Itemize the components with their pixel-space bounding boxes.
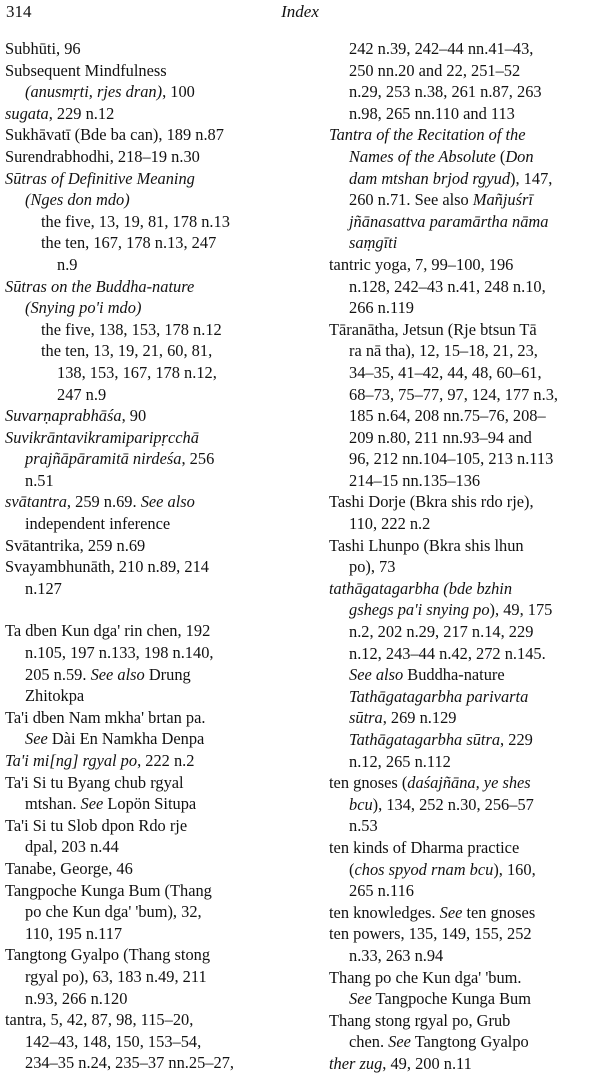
index-text: , 256 xyxy=(181,449,215,469)
index-line xyxy=(5,211,301,233)
index-text: See also xyxy=(140,492,195,512)
index-text: prajñāpāramitā nirdeśa xyxy=(25,449,182,469)
index-line xyxy=(329,621,600,643)
index-text: ), 147, xyxy=(510,168,553,188)
index-line xyxy=(5,815,301,837)
index-text: tantra, 5, 42, 87, 98, 115–20, xyxy=(5,1010,194,1030)
index-line xyxy=(329,643,600,665)
index-text: 266 n.119 xyxy=(349,298,414,318)
index-text: n.12, 265 n.112 xyxy=(349,751,451,771)
index-text: See also xyxy=(90,664,145,684)
index-line xyxy=(5,319,301,341)
index-text: ( xyxy=(495,146,506,166)
index-line xyxy=(329,923,600,945)
index-text: 185 n.64, 208 nn.75–76, 208– xyxy=(349,406,546,426)
index-line xyxy=(5,707,301,729)
index-text: Surendrabhodhi, 218–19 n.30 xyxy=(5,146,200,166)
index-line xyxy=(5,923,301,945)
index-text: ), 160, xyxy=(493,859,536,879)
index-line xyxy=(5,793,301,815)
index-line xyxy=(329,1053,600,1075)
index-line xyxy=(329,686,600,708)
index-text: 214–15 nn.135–136 xyxy=(349,470,481,490)
index-text: the ten, 167, 178 n.13, 247 xyxy=(41,233,217,253)
index-text: See xyxy=(80,794,104,814)
index-text: ten knowledges. xyxy=(329,902,440,922)
index-line xyxy=(329,837,600,859)
index-text: po), 73 xyxy=(349,557,396,577)
index-line xyxy=(329,276,600,298)
index-text: (Snying po'i mdo) xyxy=(25,298,142,318)
index-text: Svātantrika, 259 n.69 xyxy=(5,535,146,555)
index-line xyxy=(5,362,301,384)
index-text: See also xyxy=(349,665,404,685)
index-text: daśajñāna, ye shes xyxy=(407,773,531,793)
index-text: , 229 xyxy=(500,730,533,749)
index-text: See xyxy=(439,902,463,922)
index-line xyxy=(5,60,301,82)
index-text: Suvarṇaprabhāśa xyxy=(5,406,122,426)
index-line xyxy=(329,556,600,578)
index-text: Tāranātha, Jetsun (Rje btsun Tā xyxy=(329,319,537,339)
index-line xyxy=(5,535,301,557)
index-text: ther zug xyxy=(329,1053,383,1073)
index-line xyxy=(329,967,600,989)
index-line xyxy=(5,966,301,988)
index-text: Thang stong rgyal po, Grub xyxy=(329,1010,511,1030)
index-line xyxy=(5,103,301,125)
index-text: Ta'i Si tu Slob dpon Rdo rje xyxy=(5,815,188,835)
index-text: the five, 13, 19, 81, 178 n.13 xyxy=(41,211,230,231)
index-text: Tashi Lhunpo (Bkra shis lhun xyxy=(329,535,524,555)
index-line xyxy=(329,60,600,82)
index-text: Drung xyxy=(144,664,191,684)
index-text: chen. xyxy=(349,1032,389,1052)
index-text: n.105, 197 n.133, 198 n.140, xyxy=(25,643,214,663)
index-text: independent inference xyxy=(25,514,171,534)
index-line xyxy=(5,405,301,427)
index-line xyxy=(5,254,301,276)
index-text: the ten, 13, 19, 21, 60, 81, xyxy=(41,341,213,361)
index-line xyxy=(5,685,301,707)
index-line xyxy=(5,427,301,449)
index-text: 68–73, 75–77, 97, 124, 177 n.3, xyxy=(349,384,558,404)
index-text: (anusmṛti, rjes dran) xyxy=(25,82,163,102)
index-text: sugata xyxy=(5,103,49,123)
index-line xyxy=(329,124,600,146)
index-text: Suvikrāntavikramiparipṛcchā xyxy=(5,427,199,447)
index-text: tathāgatagarbha (bde bzhin xyxy=(329,578,513,598)
index-line xyxy=(5,81,301,103)
index-text: 265 n.116 xyxy=(349,881,414,901)
page-header xyxy=(0,0,600,28)
index-text: Dài En Namkha Denpa xyxy=(47,729,205,749)
index-line xyxy=(329,599,600,621)
index-line xyxy=(329,859,600,881)
index-line xyxy=(329,38,600,60)
index-text: Subhūti, 96 xyxy=(5,39,81,58)
index-line xyxy=(5,232,301,254)
index-text: (Nges don mdo) xyxy=(25,190,130,210)
index-line xyxy=(5,772,301,794)
index-line xyxy=(329,384,600,406)
index-line xyxy=(5,470,301,492)
index-text: , 90 xyxy=(121,406,147,426)
index-text: jñānasattva paramārtha nāma xyxy=(349,211,549,231)
index-text: Tangtong Gyalpo (Thang stong xyxy=(5,945,211,965)
index-line xyxy=(329,1010,600,1032)
index-text: 110, 222 n.2 xyxy=(349,514,431,534)
index-line xyxy=(329,427,600,449)
index-text: Don xyxy=(505,146,534,166)
index-text: , 229 n.12 xyxy=(48,103,115,123)
entry-gap xyxy=(5,599,301,620)
index-line xyxy=(5,836,301,858)
index-line xyxy=(329,751,600,773)
index-text: Ta'i Si tu Byang chub rgyal xyxy=(5,772,184,792)
index-text: Tangpoche Kunga Bum xyxy=(371,989,531,1009)
index-line xyxy=(5,513,301,535)
index-text: Tangpoche Kunga Bum (Thang xyxy=(5,880,212,900)
index-text: Sukhāvatī (Bde ba can), 189 n.87 xyxy=(5,125,224,145)
index-text: 34–35, 41–42, 44, 48, 60–61, xyxy=(349,362,542,382)
index-text: ra nā tha), 12, 15–18, 21, 23, xyxy=(349,341,538,361)
index-line xyxy=(329,491,600,513)
index-text: rgyal po), 63, 183 n.49, 211 xyxy=(25,966,207,986)
index-text: Names of the Absolute xyxy=(349,146,496,166)
index-line xyxy=(329,902,600,924)
index-line xyxy=(5,1009,301,1031)
page-number: 314 xyxy=(6,2,32,21)
index-line xyxy=(329,772,600,794)
index-line xyxy=(329,815,600,837)
index-text: 209 n.80, 211 nn.93–94 and xyxy=(349,427,532,447)
index-text: Ta'i mi[ng] rgyal po xyxy=(5,751,138,770)
index-text: , 269 n.129 xyxy=(382,708,457,728)
index-line xyxy=(5,988,301,1010)
index-text: , 222 n.2 xyxy=(137,751,195,770)
index-text: ten kinds of Dharma practice xyxy=(329,837,520,857)
index-line xyxy=(5,556,301,578)
index-line xyxy=(5,901,301,923)
index-text: , 100 xyxy=(162,82,195,102)
index-line xyxy=(5,384,301,406)
index-line xyxy=(5,664,301,686)
index-line xyxy=(329,189,600,211)
index-line xyxy=(329,297,600,319)
index-text: 138, 153, 167, 178 n.12, xyxy=(57,362,217,382)
index-text: See xyxy=(25,729,48,749)
index-line xyxy=(5,858,301,880)
index-text: ( xyxy=(349,859,355,879)
index-line xyxy=(5,189,301,211)
index-line xyxy=(329,945,600,967)
index-line xyxy=(5,491,301,513)
index-line xyxy=(5,340,301,362)
index-line xyxy=(329,405,600,427)
index-line xyxy=(5,276,301,298)
index-text: Tashi Dorje (Bkra shis rdo rje), xyxy=(329,492,534,512)
index-text: 250 nn.20 and 22, 251–52 xyxy=(349,60,521,80)
index-text: ten gnoses xyxy=(462,902,536,922)
index-text: gshegs pa'i snying po xyxy=(349,600,490,620)
index-line xyxy=(329,103,600,125)
index-line xyxy=(329,578,600,600)
index-line xyxy=(329,794,600,816)
index-line xyxy=(5,146,301,168)
index-line xyxy=(329,232,600,254)
index-column-left xyxy=(5,38,301,1074)
index-text: Tathāgatagarbha sūtra xyxy=(349,730,501,749)
index-text: Tathāgatagarbha parivarta xyxy=(349,686,529,706)
index-text: Ta'i dben Nam mkha' brtan pa. xyxy=(5,707,206,727)
index-text: 260 n.71. See also xyxy=(349,190,473,210)
index-text: See xyxy=(388,1032,411,1052)
index-text: n.53 xyxy=(349,816,378,836)
index-text: dam mtshan brjod rgyud xyxy=(349,168,511,188)
index-line xyxy=(329,470,600,492)
index-line xyxy=(5,1052,301,1074)
index-line xyxy=(329,664,600,686)
running-title: Index xyxy=(281,2,319,21)
index-line xyxy=(329,729,600,751)
index-line xyxy=(5,728,301,750)
index-line xyxy=(329,513,600,535)
index-text: n.51 xyxy=(25,470,54,490)
index-line xyxy=(5,620,301,642)
index-text: Subsequent Mindfulness xyxy=(5,60,167,80)
index-text: mtshan. xyxy=(25,794,81,814)
index-line xyxy=(5,944,301,966)
index-column-right xyxy=(329,38,600,1075)
index-line xyxy=(5,578,301,600)
index-text: po che Kun dga' 'bum), 32, xyxy=(25,902,202,922)
index-text: saṃgīti xyxy=(349,233,398,253)
index-line xyxy=(329,211,600,233)
index-text: Tantra of the Recitation of the xyxy=(329,125,526,145)
index-text: dpal, 203 n.44 xyxy=(25,837,119,857)
index-text: Svayambhunāth, 210 n.89, 214 xyxy=(5,557,209,577)
index-text: n.127 xyxy=(25,578,62,598)
index-line xyxy=(329,535,600,557)
index-line xyxy=(5,642,301,664)
index-text: 205 n.59. xyxy=(25,664,91,684)
index-line xyxy=(329,146,600,168)
index-line xyxy=(5,448,301,470)
index-text: 96, 212 nn.104–105, 213 n.113 xyxy=(349,449,554,469)
index-line xyxy=(329,988,600,1010)
index-line xyxy=(329,448,600,470)
index-text: chos spyod rnam bcu xyxy=(354,859,494,879)
index-text: Mañjuśrī xyxy=(472,190,533,210)
index-text: , 259 n.69. xyxy=(66,492,141,512)
index-line xyxy=(5,1031,301,1053)
index-text: Tanabe, George, 46 xyxy=(5,858,133,878)
index-text: Thang po che Kun dga' 'bum. xyxy=(329,967,522,987)
index-line xyxy=(329,880,600,902)
index-text: Zhitokpa xyxy=(25,686,85,706)
index-text: ), 134, 252 n.30, 256–57 xyxy=(372,794,534,814)
index-text: 247 n.9 xyxy=(57,384,107,404)
index-text: Buddha-nature xyxy=(403,665,505,685)
index-text: 242 n.39, 242–44 nn.41–43, xyxy=(349,39,534,58)
index-text: n.2, 202 n.29, 217 n.14, 229 xyxy=(349,622,534,642)
index-text: ten powers, 135, 149, 155, 252 xyxy=(329,924,532,944)
index-text: n.93, 266 n.120 xyxy=(25,988,128,1008)
index-line xyxy=(5,168,301,190)
index-line xyxy=(5,38,301,60)
index-text: 234–35 n.24, 235–37 nn.25–27, xyxy=(25,1053,234,1073)
index-text: See xyxy=(349,989,372,1009)
index-text: sūtra xyxy=(349,708,383,728)
index-text: 142–43, 148, 150, 153–54, xyxy=(25,1031,202,1051)
index-line xyxy=(5,880,301,902)
index-text: tantric yoga, 7, 99–100, 196 xyxy=(329,254,514,274)
index-text: n.128, 242–43 n.41, 248 n.10, xyxy=(349,276,546,296)
index-text: Tangtong Gyalpo xyxy=(410,1032,529,1052)
index-line xyxy=(329,340,600,362)
index-line xyxy=(329,254,600,276)
index-text: Ta dben Kun dga' rin chen, 192 xyxy=(5,621,211,641)
index-line xyxy=(329,362,600,384)
index-text: n.98, 265 nn.110 and 113 xyxy=(349,103,515,123)
index-text: Lopön Situpa xyxy=(103,794,197,814)
index-text: n.29, 253 n.38, 261 n.87, 263 xyxy=(349,82,542,102)
index-text: Sūtras on the Buddha-nature xyxy=(5,276,195,296)
index-text: ten gnoses ( xyxy=(329,773,408,793)
index-text: n.33, 263 n.94 xyxy=(349,945,444,965)
index-line xyxy=(5,297,301,319)
index-line xyxy=(329,81,600,103)
index-text: bcu xyxy=(349,794,373,814)
index-text: ), 49, 175 xyxy=(489,600,553,620)
index-line xyxy=(5,124,301,146)
index-text: n.12, 243–44 n.42, 272 n.145. xyxy=(349,643,546,663)
index-line xyxy=(329,707,600,729)
index-text: n.9 xyxy=(57,254,78,274)
index-text: Sūtras of Definitive Meaning xyxy=(5,168,195,188)
index-line xyxy=(329,1031,600,1053)
index-line xyxy=(5,750,301,772)
index-text: 110, 195 n.117 xyxy=(25,923,123,943)
index-text: svātantra xyxy=(5,492,67,512)
index-line xyxy=(329,168,600,190)
index-text: , 49, 200 n.11 xyxy=(382,1053,472,1073)
index-line xyxy=(329,319,600,341)
index-text: the five, 138, 153, 178 n.12 xyxy=(41,319,222,339)
